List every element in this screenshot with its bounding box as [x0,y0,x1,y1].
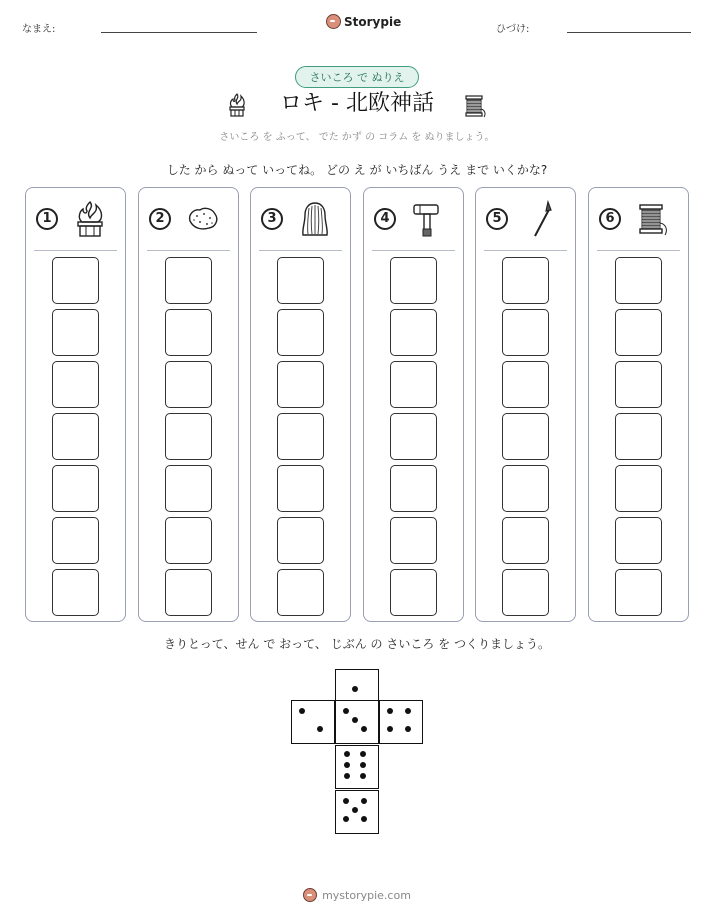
dice-pip [360,751,366,757]
spear-icon [522,199,558,239]
color-cell[interactable] [502,413,549,460]
color-cell[interactable] [277,257,324,304]
color-cell[interactable] [277,309,324,356]
color-cell[interactable] [390,257,437,304]
color-cell[interactable] [502,569,549,616]
hair-icon [297,199,333,239]
dice-pip [361,798,367,804]
dice-pip [344,751,350,757]
brand-logo [326,14,401,29]
dice-pip [344,762,350,768]
color-cell[interactable] [615,361,662,408]
dice-pip [360,762,366,768]
dice-pip [343,798,349,804]
column-divider [597,250,680,251]
column-number: 1 [36,208,58,230]
footer-url[interactable]: mystorypie.com [322,888,411,902]
color-cell[interactable] [502,465,549,512]
dice-face-2 [291,700,335,744]
name-label: なまえ: [22,24,56,35]
hammer-icon [410,199,446,239]
color-cell[interactable] [52,517,99,564]
color-cell[interactable] [277,361,324,408]
dice-pip [361,816,367,822]
color-cell[interactable] [52,465,99,512]
color-cell[interactable] [615,569,662,616]
color-cell[interactable] [615,517,662,564]
dice-face-6 [335,745,379,789]
color-cell[interactable] [165,309,212,356]
dice-pip [352,717,358,723]
color-cell[interactable] [165,569,212,616]
dice-pip [344,773,350,779]
thread-spool-icon [635,199,671,239]
dice-pip [343,708,349,714]
dice-pip [317,726,323,732]
brand-name: Storypie [344,14,402,29]
color-cell[interactable] [502,517,549,564]
bear-logo-icon [326,14,341,29]
thread-spool-icon [462,93,488,119]
color-cell[interactable] [390,413,437,460]
color-cell[interactable] [502,309,549,356]
column-number: 6 [599,208,621,230]
color-cell[interactable] [165,465,212,512]
column-3 [250,187,351,622]
dice-pip [405,708,411,714]
column-number: 4 [374,208,396,230]
column-divider [484,250,567,251]
color-cell[interactable] [277,517,324,564]
dice-pip [405,726,411,732]
date-line[interactable] [567,32,691,33]
dice-face-5 [335,790,379,834]
footer [0,888,714,902]
dice-pip [361,726,367,732]
color-cell[interactable] [502,257,549,304]
column-4 [363,187,464,622]
dice-pip [343,816,349,822]
color-cell[interactable] [277,465,324,512]
column-divider [147,250,230,251]
dice-face-4 [379,700,423,744]
column-divider [34,250,117,251]
color-cell[interactable] [52,413,99,460]
subtitle: さいころ を ふって、 でた かず の コラム を ぬりましょう。 [219,132,495,143]
color-cell[interactable] [390,569,437,616]
activity-badge: さいころ で ぬりえ [295,66,419,88]
rock-icon [185,199,221,239]
dice-face-3 [335,700,379,744]
date-label: ひづけ: [496,24,530,35]
color-cell[interactable] [52,569,99,616]
color-cell[interactable] [277,569,324,616]
column-number: 2 [149,208,171,230]
name-line[interactable] [101,32,257,33]
color-cell[interactable] [52,361,99,408]
column-number: 5 [486,208,508,230]
color-cell[interactable] [52,309,99,356]
bear-logo-icon [303,888,317,902]
color-cell[interactable] [52,257,99,304]
fire-icon [72,199,108,239]
color-cell[interactable] [615,413,662,460]
instruction-text: した から ぬって いってね。 どの え が いちばん うえ まで いくかな? [166,163,548,177]
cut-instruction: きりとって、せん で おって、 じぶん の さいころ を つくりましょう。 [164,637,550,651]
column-number: 3 [261,208,283,230]
column-1 [25,187,126,622]
dice-pip [352,686,358,692]
dice-net[interactable] [290,669,426,837]
color-cell[interactable] [615,309,662,356]
dice-pip [360,773,366,779]
color-cell[interactable] [165,361,212,408]
dice-pip [387,708,393,714]
color-cell[interactable] [165,517,212,564]
color-cell[interactable] [165,257,212,304]
color-cell[interactable] [390,361,437,408]
dice-pip [299,708,305,714]
color-cell[interactable] [277,413,324,460]
color-cell[interactable] [390,517,437,564]
column-2 [138,187,239,622]
color-cell[interactable] [390,465,437,512]
column-5 [475,187,576,622]
dice-pip [387,726,393,732]
column-6 [588,187,689,622]
dice-pip [352,807,358,813]
color-cell[interactable] [390,309,437,356]
column-divider [259,250,342,251]
color-cell[interactable] [502,361,549,408]
color-cell[interactable] [615,257,662,304]
page-title: ロキ - 北欧神話 [280,91,434,116]
color-cell[interactable] [615,465,662,512]
color-cell[interactable] [165,413,212,460]
column-divider [372,250,455,251]
